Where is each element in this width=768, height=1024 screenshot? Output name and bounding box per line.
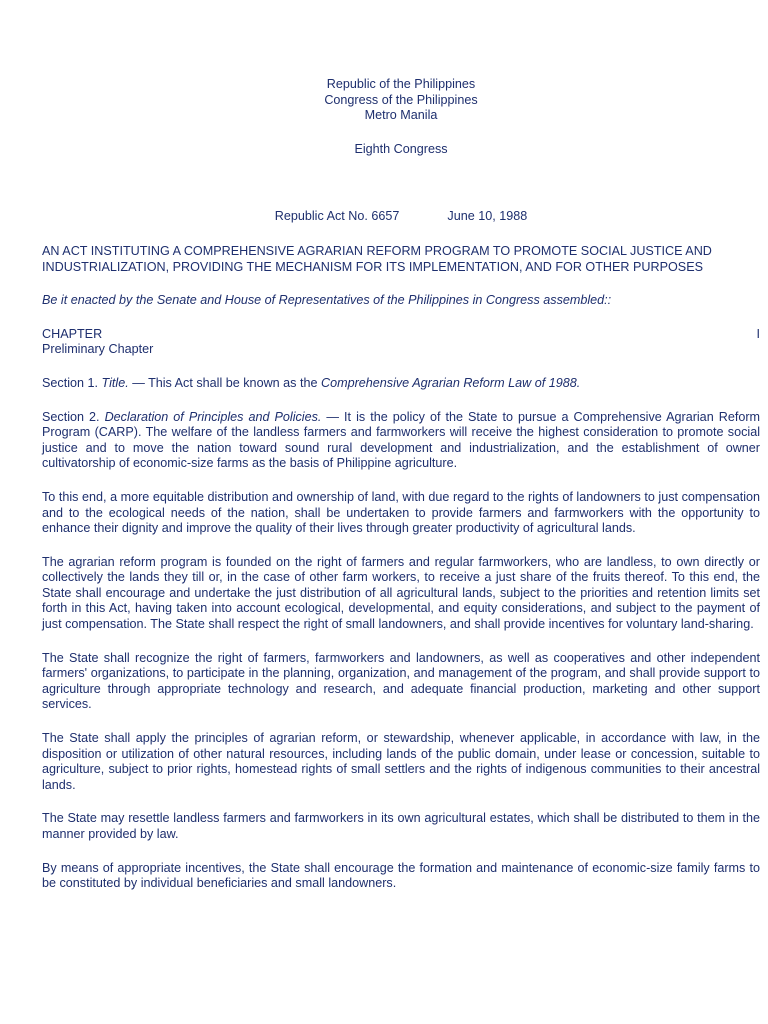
- act-date: June 10, 1988: [447, 209, 528, 224]
- section-2: [42, 410, 760, 472]
- act-number: Republic Act No. 6657: [274, 209, 400, 224]
- section-2-text: — It is the policy of the State to pursue a Comprehensive Agrarian Reform Program (CARP). The welfare of the landless farmers and farmworkers will receive the highest consideration to promote social justice and to move the nation toward sound rural development and industrialization, and the establishment of owner cultivatorship of economic-size farms as the basis of Philippine agriculture.: [42, 409, 761, 471]
- header-congress-number: Eighth Congress: [354, 141, 448, 156]
- chapter-label: CHAPTER: [42, 326, 103, 341]
- header-republic: Republic of the Philippines: [326, 77, 476, 91]
- section-2-heading: Declaration of Principles and Policies.: [104, 409, 322, 424]
- section-2-prefix: Section 2.: [42, 409, 100, 424]
- chapter-name: Preliminary Chapter: [42, 342, 154, 357]
- header-congress-of-philippines: Congress of the Philippines: [324, 92, 478, 107]
- paragraph-equitable-distribution: To this end, a more equitable distribution and ownership of land, with due regard to the rights of landowners to just compensation and to the ecological needs of the nation, shall be undertaken to provide farmers and farmworkers with the opportunity to enhance their dignity and improve the quality of their lives through greater productivity of agricultural lands.: [42, 489, 760, 536]
- section-1-text: — This Act shall be known as the: [128, 375, 321, 390]
- section-1-short-title: Comprehensive Agrarian Reform Law of 1988.: [320, 375, 581, 390]
- paragraph-resettlement: The State may resettle landless farmers and farmworkers in its own agricultural estates, which shall be distributed to them in the manner provided by law.: [42, 811, 760, 841]
- section-1: [42, 376, 760, 392]
- section-1-heading: Title.: [101, 375, 129, 390]
- paragraph-family-farms: By means of appropriate incentives, the State shall encourage the formation and maintenance of economic-size family farms to be constituted by individual beneficiaries and small landowners.: [42, 860, 760, 891]
- act-number-line: [42, 209, 760, 225]
- paragraph-natural-resources: The State shall apply the principles of agrarian reform, or stewardship, whenever applicable, in accordance with law, in the disposition or utilization of other natural resources, including lands of the public domain, under lease or concession, suitable to agriculture, subject to prior rights, homestead rights of small settlers and the rights of indigenous communities to their ancestral lands.: [42, 731, 760, 792]
- enacting-clause: Be it enacted by the Senate and House of Representatives of the Philippines in Congress assembled::: [42, 293, 612, 308]
- paragraph-program-foundation: The agrarian reform program is founded on the right of farmers and regular farmworkers, who are landless, to own directly or collectively the lands they till or, in the case of other farm workers, to receive a just share of the fruits thereof. To this end, the State shall encourage and undertake the just distribution of all agricultural lands, subject to the priorities and retention limits set forth in this Act, having taken into account ecological, developmental, and equity considerations, and subject to the payment of just compensation. The State shall respect the right of small landowners, and shall provide incentives for voluntary land-sharing.: [42, 554, 760, 632]
- chapter-heading: [42, 327, 760, 343]
- header-location: Metro Manila: [364, 108, 438, 123]
- paragraph-participation-rights: The State shall recognize the right of farmers, farmworkers and landowners, as well as cooperatives and other independent farmers' organizations, to participate in the planning, organization, and management of the program, and shall provide support to agriculture through appropriate technology and research, and adequate financial production, marketing and other support services.: [42, 650, 760, 712]
- act-title: AN ACT INSTITUTING A COMPREHENSIVE AGRARIAN REFORM PROGRAM TO PROMOTE SOCIAL JUSTICE AND INDUSTRIALIZATION, PROVIDING THE MECHANISM FOR ITS IMPLEMENTATION, AND FOR OTHER PURPOSES: [42, 243, 712, 274]
- chapter-numeral: I: [756, 326, 760, 341]
- document-header: [42, 0, 760, 157]
- section-1-prefix: Section 1.: [42, 375, 99, 390]
